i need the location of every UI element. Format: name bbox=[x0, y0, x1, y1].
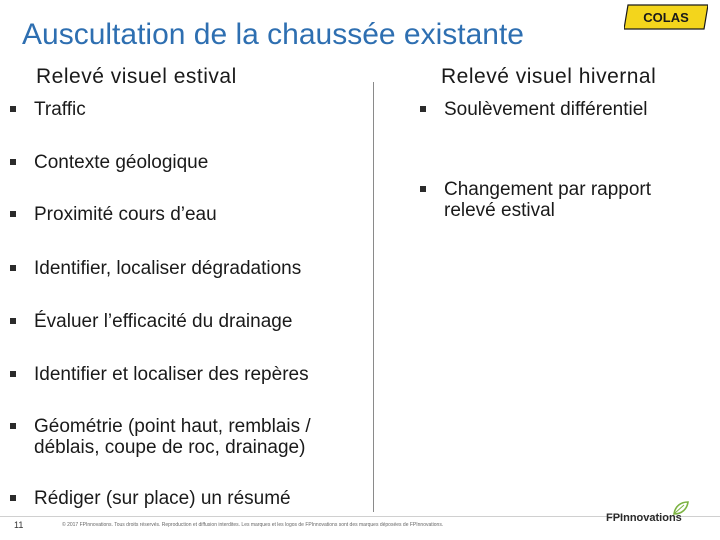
left-bullet-text: Évaluer l’efficacité du drainage bbox=[34, 311, 293, 332]
bullet-marker-icon bbox=[10, 211, 16, 217]
left-bullet-text: Proximité cours d’eau bbox=[34, 204, 217, 225]
bullet-marker-icon bbox=[10, 495, 16, 501]
left-bullet-item bbox=[10, 311, 292, 332]
bullet-marker-icon bbox=[10, 159, 16, 165]
bullet-marker-icon bbox=[10, 371, 16, 377]
bullet-marker-icon bbox=[10, 423, 16, 429]
right-bullet-item bbox=[420, 99, 710, 120]
left-bullet-item bbox=[10, 204, 217, 225]
colas-logo bbox=[624, 4, 708, 30]
left-bullet-text: Identifier et localiser des repères bbox=[34, 364, 309, 385]
left-bullet-item bbox=[10, 488, 291, 509]
left-bullet-text: Rédiger (sur place) un résumé bbox=[34, 488, 291, 509]
column-divider bbox=[373, 82, 374, 512]
left-bullet-item bbox=[10, 258, 301, 279]
bullet-marker-icon bbox=[10, 106, 16, 112]
right-bullet-item bbox=[420, 179, 710, 221]
page-number: 11 bbox=[14, 520, 24, 530]
left-bullet-item bbox=[10, 364, 309, 385]
left-bullet-text: Traffic bbox=[34, 99, 86, 120]
left-bullet-item bbox=[10, 416, 311, 458]
bullet-marker-icon bbox=[420, 186, 426, 192]
left-bullet-text: Géométrie (point haut, remblais / déblais, coupe de roc, drainage) bbox=[34, 416, 311, 458]
right-bullet-text: Changement par rapport relevé estival bbox=[444, 179, 652, 221]
right-bullet-text: Soulèvement différentiel bbox=[444, 99, 648, 120]
left-column-heading: Relevé visuel estival bbox=[36, 65, 237, 88]
bullet-marker-icon bbox=[10, 265, 16, 271]
footer-copyright: © 2017 FPInnovations. Tous droits réservés. Reproduction et diffusion interdites. Les marques et les logos de FPInnovations sont des marques déposées de FPInnovations. bbox=[62, 522, 444, 528]
slide-title: Auscultation de la chaussée existante bbox=[22, 18, 524, 51]
right-column-heading: Relevé visuel hivernal bbox=[441, 65, 657, 88]
bullet-marker-icon bbox=[420, 106, 426, 112]
fpinnovations-logo: FPInnovations bbox=[606, 512, 682, 524]
bullet-marker-icon bbox=[10, 318, 16, 324]
leaf-icon bbox=[672, 500, 690, 516]
left-bullet-item bbox=[10, 99, 86, 120]
left-bullet-text: Identifier, localiser dégradations bbox=[34, 258, 302, 279]
colas-logo-text: COLAS bbox=[643, 10, 689, 25]
left-bullet-item bbox=[10, 152, 208, 173]
left-bullet-text: Contexte géologique bbox=[34, 152, 209, 173]
